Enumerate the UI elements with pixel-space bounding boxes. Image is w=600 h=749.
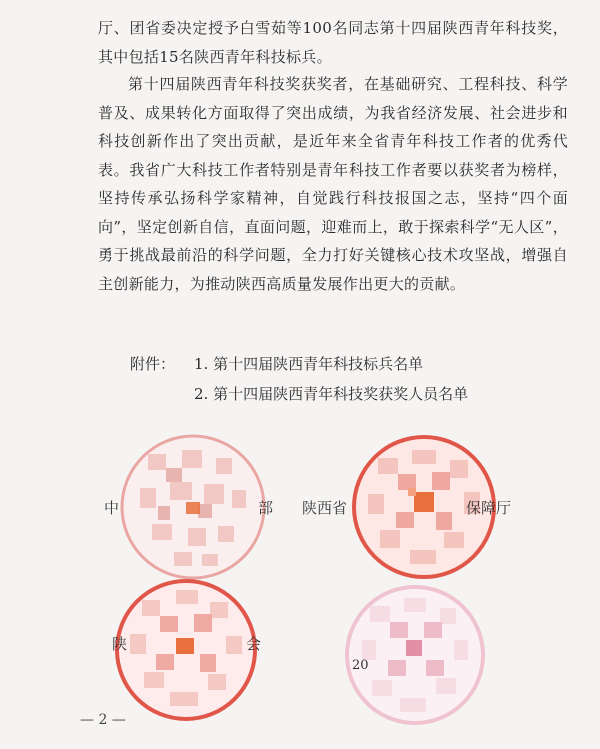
- signature-bottom-left-start: 陕: [112, 635, 128, 653]
- signature-bottom-right-date: 20: [352, 658, 369, 673]
- official-seal-1: [118, 432, 268, 582]
- signature-bottom-left-end: 会: [246, 635, 262, 653]
- page-number: — 2 —: [80, 712, 126, 728]
- official-seal-4: [340, 582, 490, 728]
- attachment-item-2: 2. 第十四届陕西青年科技奖获奖人员名单: [194, 385, 469, 403]
- signature-top-right-start: 陕西省: [302, 499, 348, 517]
- attachments-label: 附件：: [130, 355, 176, 373]
- attachment-item-1: 1. 第十四届陕西青年科技标兵名单: [194, 355, 424, 373]
- signature-top-left-start: 中: [104, 499, 120, 517]
- signature-top-right-end: 保障厅: [466, 499, 512, 517]
- body-paragraph-2: 第十四届陕西青年科技奖获奖者，在基础研究、工程科技、科学普及、成果转化方面取得了突出成绩，为我省经济发展、社会进步和科技创新作出了突出贡献，是近年来全省青年科技工作者的优秀代表。我省广大科技工作者特别是青年科技工作者要以获奖者为榜样，坚持传承弘扬科学家精神，自觉践行科技报国之志，坚持“四个面向”，坚定创新自信，直面问题，迎难而上，敢于探索科学“无人区”，勇于挑战最前沿的科学问题，全力打好关键核心技术攻坚战，增强自主创新能力，为推动陕西高质量发展作出更大的贡献。: [98, 75, 568, 293]
- signature-top-left-end: 部: [258, 499, 274, 517]
- body-paragraph-1: 厅、团省委决定授予白雪茹等100名同志第十四届陕西青年科技奖，其中包括15名陕西青年科技标兵。: [98, 19, 568, 66]
- official-seal-3: [110, 576, 262, 724]
